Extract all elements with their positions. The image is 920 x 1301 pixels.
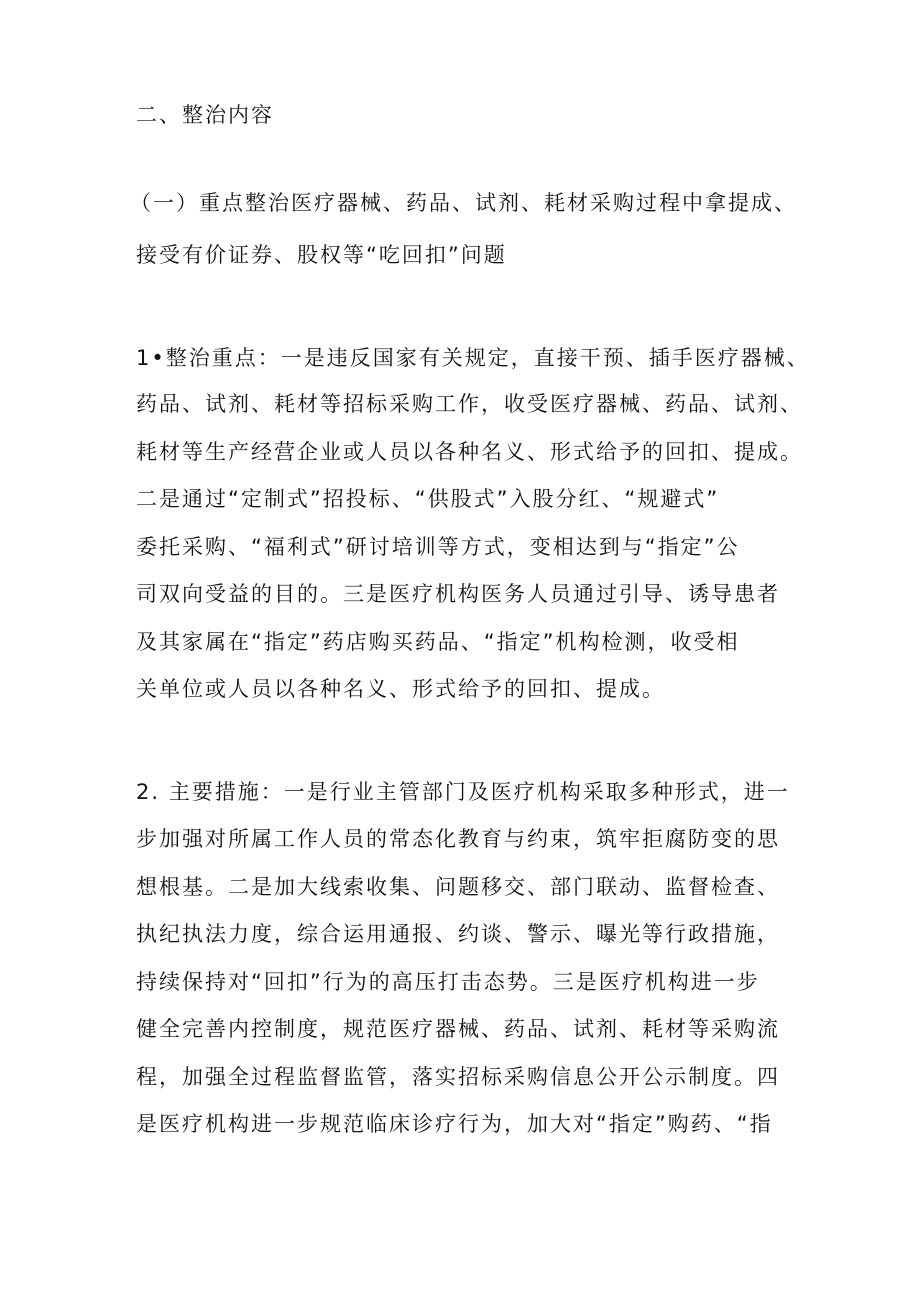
subsection-line: （一）重点整治医疗器械、药品、试剂、耗材采购过程中拿提成、 [130,191,797,215]
paragraph-line: 健全完善内控制度，规范医疗器械、药品、试剂、耗材等采购流 [136,1017,780,1041]
paragraph-line: 关单位或人员以各种名义、形式给予的回扣、提成。 [136,677,665,701]
paragraph-line: 执纪执法力度，综合运用通报、约谈、警示、曝光等行政措施， [136,922,780,946]
paragraph-line: 步加强对所属工作人员的常态化教育与约束，筑牢拒腐防变的思 [136,827,780,851]
paragraph-line: 委托采购、“福利式”研讨培训等方式，变相达到与“指定”公 [136,535,740,559]
paragraph-line: 司双向受益的目的。三是医疗机构医务人员通过引导、诱导患者 [136,582,780,606]
paragraph-line: 1•整治重点：一是违反国家有关规定，直接干预、插手医疗器械、 [136,346,810,370]
paragraph-line: 及其家属在“指定”药店购买药品、“指定”机构检测，收受相 [136,630,740,654]
subsection-line: 接受有价证券、股权等“吃回扣”问题 [136,243,507,267]
paragraph-line: 想根基。二是加大线索收集、问题移交、部门联动、监督检查、 [136,875,780,899]
paragraph-line: 持续保持对“回扣”行为的高压打击态势。三是医疗机构进一步 [136,970,760,994]
paragraph-line: 药品、试剂、耗材等招标采购工作，收受医疗器械、药品、试剂、 [136,392,803,416]
paragraph-line: 是医疗机构进一步规范临床诊疗行为，加大对“指定”购药、“指 [136,1112,773,1136]
paragraph-line: 二是通过“定制式”招投标、“供股式”入股分红、“规避式” [136,487,720,511]
paragraph-line: 耗材等生产经营企业或人员以各种名义、形式给予的回扣、提成。 [136,440,803,464]
paragraph-line: 程，加强全过程监督监管，落实招标采购信息公开公示制度。四 [136,1065,780,1089]
paragraph-line: 2. 主要措施：一是行业主管部门及医疗机构采取多种形式，进一 [136,780,790,804]
section-heading: 二、整治内容 [136,103,274,127]
